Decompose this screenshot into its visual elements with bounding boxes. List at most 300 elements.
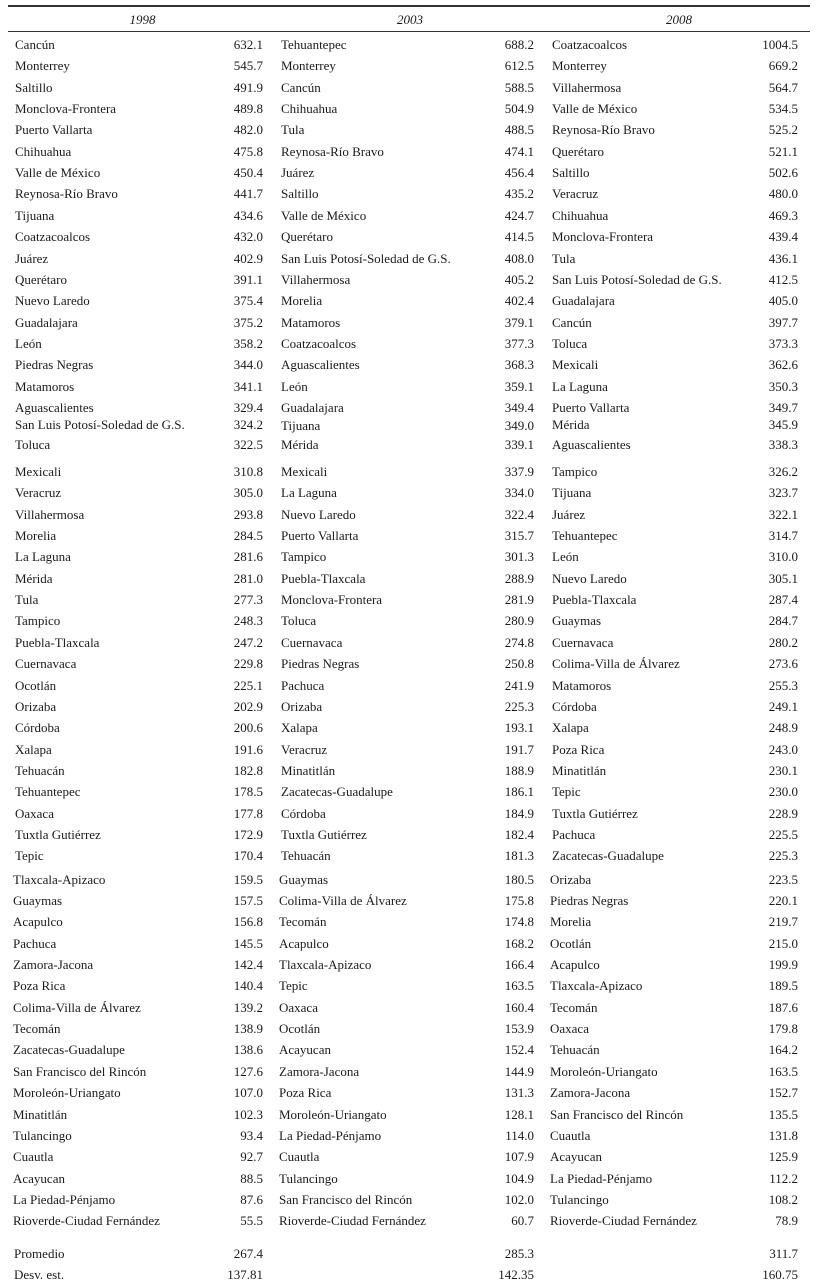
row-value: 310.0 (768, 549, 798, 565)
row-value: 172.9 (233, 826, 263, 842)
row-city: Valle de México (15, 165, 101, 181)
row-value: 281.6 (233, 549, 263, 565)
row-value: 525.2 (768, 122, 798, 138)
row-value: 157.5 (233, 893, 263, 908)
row-city: Nuevo Laredo (15, 293, 90, 309)
row-value: 215.0 (768, 935, 798, 951)
row-city: Colima-Villa de Álvarez (552, 656, 680, 672)
row-city: Monclova-Frontera (15, 101, 117, 117)
row-value: 102.0 (504, 1191, 534, 1207)
row-city: La Laguna (15, 549, 71, 565)
row-city: Cuautla (550, 1127, 591, 1143)
row-value: 142.4 (233, 957, 263, 973)
row-value: 223.5 (768, 871, 798, 887)
row-city: Tepic (15, 848, 44, 864)
row-city: Toluca (552, 335, 588, 351)
row-value: 177.8 (233, 805, 263, 821)
row-city: Veracruz (281, 741, 328, 757)
row-city: Poza Rica (279, 1085, 332, 1101)
row-value: 632.1 (233, 37, 263, 52)
row-city: Acayucan (550, 1149, 602, 1165)
row-city: Tulancingo (550, 1191, 609, 1207)
row-city: Chihuahua (15, 143, 72, 159)
row-value: 230.1 (768, 762, 798, 778)
row-value: 305.1 (768, 570, 798, 586)
row-value: 160.4 (504, 999, 534, 1015)
row-city: Villahermosa (281, 271, 351, 287)
row-value: 175.8 (504, 893, 534, 908)
row-city: Tula (15, 592, 39, 608)
row-city: Aguascalientes (281, 357, 360, 373)
row-city: Tampico (15, 613, 61, 629)
row-value: 435.2 (504, 186, 534, 202)
row-value: 187.6 (768, 999, 798, 1015)
row-city: Guadalajara (552, 293, 615, 309)
row-value: 326.2 (768, 464, 798, 479)
row-city: Tulancingo (279, 1170, 338, 1186)
row-city: Tehuantepec (281, 37, 347, 52)
row-value: 491.9 (233, 79, 263, 95)
row-city: Mérida (15, 570, 53, 586)
desv-label: Desv. est. (14, 1267, 65, 1282)
row-value: 250.8 (504, 656, 534, 672)
row-city: Rioverde-Ciudad Fernández (279, 1213, 426, 1229)
row-value: 405.0 (768, 293, 798, 309)
row-city: Moroleón-Uriangato (550, 1063, 658, 1079)
row-value: 281.0 (233, 570, 263, 586)
row-city: San Francisco del Rincón (13, 1063, 147, 1079)
row-value: 229.8 (233, 656, 263, 672)
row-value: 179.8 (768, 1021, 798, 1037)
row-city: Reynosa-Río Bravo (552, 122, 655, 138)
row-value: 350.3 (768, 378, 798, 394)
row-value: 78.9 (775, 1213, 798, 1229)
row-value: 163.5 (768, 1063, 798, 1079)
row-value: 337.9 (504, 464, 534, 479)
row-value: 329.4 (233, 399, 263, 415)
row-value: 249.1 (768, 698, 798, 714)
row-city: Cuautla (279, 1149, 320, 1165)
row-value: 87.6 (240, 1191, 263, 1207)
row-city: León (281, 378, 308, 394)
row-city: Veracruz (15, 485, 62, 501)
row-city: Zacatecas-Guadalupe (552, 848, 664, 864)
row-city: Puebla-Tlaxcala (552, 592, 637, 608)
row-value: 482.0 (233, 122, 263, 138)
row-city: Córdoba (552, 698, 597, 714)
row-city: Zamora-Jacona (279, 1063, 360, 1079)
row-city: Valle de México (552, 101, 638, 117)
row-value: 193.1 (504, 720, 534, 736)
row-value: 182.4 (504, 826, 534, 842)
row-value: 434.6 (233, 207, 263, 223)
row-value: 469.3 (768, 207, 798, 223)
row-city: Moroleón-Uriangato (13, 1085, 121, 1101)
row-city: La Piedad-Pénjamo (13, 1191, 116, 1207)
row-city: Querétaro (15, 271, 67, 287)
row-value: 163.5 (504, 978, 534, 994)
row-city: Valle de México (281, 207, 367, 223)
row-value: 152.4 (504, 1042, 534, 1058)
row-city: Morelia (550, 914, 592, 930)
row-value: 168.2 (504, 935, 534, 951)
row-city: Guaymas (13, 893, 63, 908)
row-city: Tampico (552, 464, 598, 479)
header-2008: 2008 (666, 12, 692, 27)
row-value: 128.1 (504, 1106, 534, 1122)
row-city: La Laguna (552, 378, 608, 394)
header-rule (8, 31, 810, 32)
row-city: Minatitlán (552, 762, 607, 778)
row-value: 225.3 (768, 848, 798, 864)
row-value: 156.8 (233, 914, 263, 930)
row-value: 293.8 (233, 506, 263, 522)
row-value: 344.0 (233, 357, 263, 373)
row-value: 588.5 (504, 79, 534, 95)
row-city: Xalapa (281, 720, 318, 736)
row-value: 274.8 (504, 634, 534, 650)
row-value: 180.5 (504, 871, 534, 887)
row-city: Saltillo (552, 165, 590, 181)
row-city: León (15, 335, 42, 351)
row-city: Veracruz (552, 186, 599, 202)
row-city: Minatitlán (281, 762, 336, 778)
row-city: Guadalajara (281, 399, 344, 415)
row-city: San Francisco del Rincón (279, 1191, 413, 1207)
row-city: Monterrey (15, 58, 70, 74)
row-value: 612.5 (504, 58, 534, 74)
row-value: 191.7 (504, 741, 534, 757)
row-value: 408.0 (504, 250, 534, 266)
row-value: 412.5 (768, 271, 798, 287)
row-city: Piedras Negras (550, 893, 629, 908)
row-city: Saltillo (281, 186, 319, 202)
desv-value: 142.35 (498, 1267, 534, 1282)
row-value: 102.3 (233, 1106, 263, 1122)
row-city: Saltillo (15, 79, 53, 95)
row-city: Tecomán (13, 1021, 61, 1037)
row-value: 441.7 (233, 186, 263, 202)
row-city: Cuautla (13, 1149, 54, 1165)
row-value: 131.3 (504, 1085, 534, 1101)
row-city: Zacatecas-Guadalupe (13, 1042, 125, 1058)
row-city: Ocotlán (15, 677, 57, 693)
row-city: Poza Rica (13, 978, 66, 994)
row-value: 322.1 (768, 506, 798, 522)
row-city: Oaxaca (15, 805, 54, 821)
row-value: 174.8 (504, 914, 534, 930)
row-value: 202.9 (233, 698, 263, 714)
row-value: 424.7 (504, 207, 534, 223)
row-value: 228.9 (768, 805, 798, 821)
row-value: 375.4 (233, 293, 263, 309)
row-city: Querétaro (281, 229, 333, 245)
row-city: Oaxaca (550, 1021, 589, 1037)
row-city: Acayucan (279, 1042, 331, 1058)
row-value: 281.9 (504, 592, 534, 608)
row-value: 159.5 (233, 871, 263, 887)
row-city: Puerto Vallarta (281, 528, 359, 544)
row-value: 230.0 (768, 784, 798, 800)
row-city: Mexicali (281, 464, 328, 479)
row-city: Monclova-Frontera (552, 229, 654, 245)
row-value: 1004.5 (762, 37, 798, 52)
row-value: 504.9 (504, 101, 534, 117)
row-value: 184.9 (504, 805, 534, 821)
desv-value: 160.75 (762, 1267, 798, 1282)
row-city: Guaymas (552, 613, 602, 629)
row-value: 60.7 (511, 1213, 534, 1229)
row-value: 334.0 (504, 485, 534, 501)
row-city: Tampico (281, 549, 327, 565)
row-value: 284.5 (233, 528, 263, 544)
row-city: Tuxtla Gutiérrez (552, 805, 638, 821)
row-city: Oaxaca (279, 999, 318, 1015)
row-city: Guadalajara (15, 314, 78, 330)
row-city: Tuxtla Gutiérrez (281, 826, 367, 842)
row-city: Juárez (552, 506, 586, 522)
row-city: Piedras Negras (15, 357, 94, 373)
row-city: Toluca (15, 436, 51, 452)
row-city: Tehuantepec (15, 784, 81, 800)
row-city: Tecomán (550, 999, 598, 1015)
row-city: Matamoros (15, 378, 75, 394)
row-city: Aguascalientes (552, 436, 631, 452)
row-value: 182.8 (233, 762, 263, 778)
row-value: 104.9 (504, 1170, 534, 1186)
row-value: 474.1 (504, 143, 534, 159)
row-value: 178.5 (233, 784, 263, 800)
row-value: 379.1 (504, 314, 534, 330)
row-city: San Luis Potosí-Soledad de G.S. (15, 417, 185, 433)
row-city: Cuernavaca (552, 634, 614, 650)
row-city: Coatzacoalcos (15, 229, 91, 245)
row-value: 322.5 (233, 436, 263, 452)
row-city: Reynosa-Río Bravo (281, 143, 384, 159)
row-city: Tula (552, 250, 576, 266)
row-value: 144.9 (504, 1063, 534, 1079)
row-value: 125.9 (768, 1149, 798, 1165)
row-city: Tehuacán (550, 1042, 600, 1058)
row-value: 414.5 (504, 229, 534, 245)
row-city: Guaymas (279, 871, 329, 887)
row-city: Minatitlán (13, 1106, 68, 1122)
row-value: 273.6 (768, 656, 798, 672)
row-city: Juárez (15, 250, 49, 266)
row-value: 324.2 (233, 417, 263, 433)
row-value: 139.2 (233, 999, 263, 1015)
row-city: Tecomán (279, 914, 327, 930)
row-city: Mérida (281, 436, 319, 452)
row-value: 241.9 (504, 677, 534, 693)
row-value: 138.9 (233, 1021, 263, 1037)
row-value: 391.1 (233, 271, 263, 287)
row-city: Matamoros (552, 677, 612, 693)
row-city: Tlaxcala-Apizaco (279, 957, 372, 973)
row-value: 338.3 (768, 436, 798, 452)
row-city: Tulancingo (13, 1127, 72, 1143)
row-value: 339.1 (504, 436, 534, 452)
row-city: Matamoros (281, 314, 341, 330)
row-value: 127.6 (233, 1063, 263, 1079)
row-value: 186.1 (504, 784, 534, 800)
row-city: Pachuca (13, 935, 57, 951)
row-city: Piedras Negras (281, 656, 360, 672)
row-city: Puebla-Tlaxcala (281, 570, 366, 586)
row-city: Poza Rica (552, 741, 605, 757)
row-city: Tijuana (552, 485, 592, 501)
row-city: Toluca (281, 613, 317, 629)
row-value: 288.9 (504, 570, 534, 586)
row-value: 114.0 (505, 1127, 534, 1143)
row-value: 191.6 (233, 741, 263, 757)
row-city: San Francisco del Rincón (550, 1106, 684, 1122)
row-city: Coatzacoalcos (281, 335, 357, 351)
row-city: Colima-Villa de Álvarez (279, 893, 407, 908)
row-value: 301.3 (504, 549, 534, 565)
row-value: 88.5 (240, 1170, 263, 1186)
row-city: Puerto Vallarta (552, 399, 630, 415)
row-value: 349.7 (768, 399, 798, 415)
row-value: 456.4 (504, 165, 534, 181)
row-city: Cancún (281, 79, 321, 95)
promedio-label: Promedio (14, 1246, 65, 1261)
row-city: León (552, 549, 579, 565)
row-value: 225.5 (768, 826, 798, 842)
row-value: 349.0 (504, 418, 534, 434)
row-city: Reynosa-Río Bravo (15, 186, 118, 202)
row-value: 359.1 (504, 378, 534, 394)
row-value: 450.4 (233, 165, 263, 181)
row-city: Acapulco (13, 914, 63, 930)
row-city: Zamora-Jacona (550, 1085, 631, 1101)
row-value: 489.8 (233, 101, 263, 117)
top-rule (8, 5, 810, 7)
row-city: Tepic (552, 784, 581, 800)
row-value: 225.1 (233, 677, 263, 693)
row-value: 166.4 (504, 957, 534, 973)
row-value: 277.3 (233, 592, 263, 608)
row-city: Chihuahua (552, 207, 609, 223)
row-city: Pachuca (552, 826, 596, 842)
row-city: Tepic (279, 978, 308, 994)
row-city: Rioverde-Ciudad Fernández (550, 1213, 697, 1229)
row-value: 93.4 (240, 1127, 263, 1143)
promedio-value: 311.7 (769, 1246, 798, 1261)
row-value: 402.4 (504, 293, 534, 309)
row-value: 377.3 (504, 335, 534, 351)
row-value: 362.6 (768, 357, 798, 373)
row-value: 314.7 (768, 528, 798, 544)
row-value: 138.6 (233, 1042, 263, 1058)
row-value: 112.2 (769, 1170, 798, 1186)
row-city: Querétaro (552, 143, 604, 159)
row-city: Zacatecas-Guadalupe (281, 784, 393, 800)
row-value: 135.5 (768, 1106, 798, 1122)
row-city: Córdoba (15, 720, 60, 736)
row-city: Colima-Villa de Álvarez (13, 999, 141, 1015)
row-city: Ocotlán (550, 935, 592, 951)
row-value: 55.5 (240, 1213, 263, 1229)
row-value: 152.7 (768, 1085, 798, 1101)
row-value: 280.9 (504, 613, 534, 629)
row-value: 373.3 (768, 335, 798, 351)
row-city: Puebla-Tlaxcala (15, 634, 100, 650)
row-city: La Laguna (281, 485, 337, 501)
row-city: Córdoba (281, 805, 326, 821)
row-value: 349.4 (504, 399, 534, 415)
row-value: 280.2 (768, 634, 798, 650)
row-value: 305.0 (233, 485, 263, 501)
row-city: Orizaba (281, 698, 323, 714)
row-value: 480.0 (768, 186, 798, 202)
row-value: 199.9 (768, 957, 798, 973)
row-value: 345.9 (768, 417, 798, 433)
row-value: 534.5 (768, 101, 798, 117)
row-city: Villahermosa (15, 506, 85, 522)
row-city: Monterrey (281, 58, 336, 74)
row-city: Villahermosa (552, 79, 622, 95)
row-value: 475.8 (233, 143, 263, 159)
row-value: 107.0 (233, 1085, 263, 1101)
promedio-value: 285.3 (504, 1246, 534, 1261)
row-city: Morelia (281, 293, 323, 309)
row-value: 164.2 (768, 1042, 798, 1058)
row-value: 108.2 (768, 1191, 798, 1207)
row-city: Cancún (552, 314, 592, 330)
row-value: 219.7 (768, 914, 798, 930)
row-city: Cuernavaca (15, 656, 77, 672)
row-value: 564.7 (768, 79, 798, 95)
row-city: Moroleón-Uriangato (279, 1106, 387, 1122)
row-value: 688.2 (504, 37, 534, 52)
row-city: San Luis Potosí-Soledad de G.S. (552, 271, 722, 287)
row-city: Chihuahua (281, 101, 338, 117)
row-city: Morelia (15, 528, 57, 544)
row-value: 220.1 (768, 893, 798, 908)
row-city: Rioverde-Ciudad Fernández (13, 1213, 160, 1229)
row-value: 189.5 (768, 978, 798, 994)
row-value: 145.5 (233, 935, 263, 951)
row-value: 358.2 (233, 335, 263, 351)
row-value: 402.9 (233, 250, 263, 266)
row-city: Tehuacán (15, 762, 65, 778)
row-city: Acapulco (550, 957, 600, 973)
row-value: 315.7 (504, 528, 534, 544)
row-city: Tlaxcala-Apizaco (13, 871, 106, 887)
row-city: Mexicali (15, 464, 62, 479)
row-city: Tula (281, 122, 305, 138)
row-value: 200.6 (233, 720, 263, 736)
row-value: 375.2 (233, 314, 263, 330)
row-value: 488.5 (504, 122, 534, 138)
row-city: Monclova-Frontera (281, 592, 383, 608)
row-value: 107.9 (504, 1149, 534, 1165)
row-city: Zamora-Jacona (13, 957, 94, 973)
row-city: Tehuacán (281, 848, 331, 864)
row-city: Cancún (15, 37, 55, 52)
row-value: 323.7 (768, 485, 798, 501)
row-city: Xalapa (552, 720, 589, 736)
row-value: 248.9 (768, 720, 798, 736)
row-value: 170.4 (233, 848, 263, 864)
row-city: Monterrey (552, 58, 607, 74)
row-value: 287.4 (768, 592, 798, 608)
row-city: Mexicali (552, 357, 599, 373)
promedio-value: 267.4 (233, 1246, 263, 1261)
row-city: La Piedad-Pénjamo (550, 1170, 653, 1186)
row-value: 502.6 (768, 165, 798, 181)
